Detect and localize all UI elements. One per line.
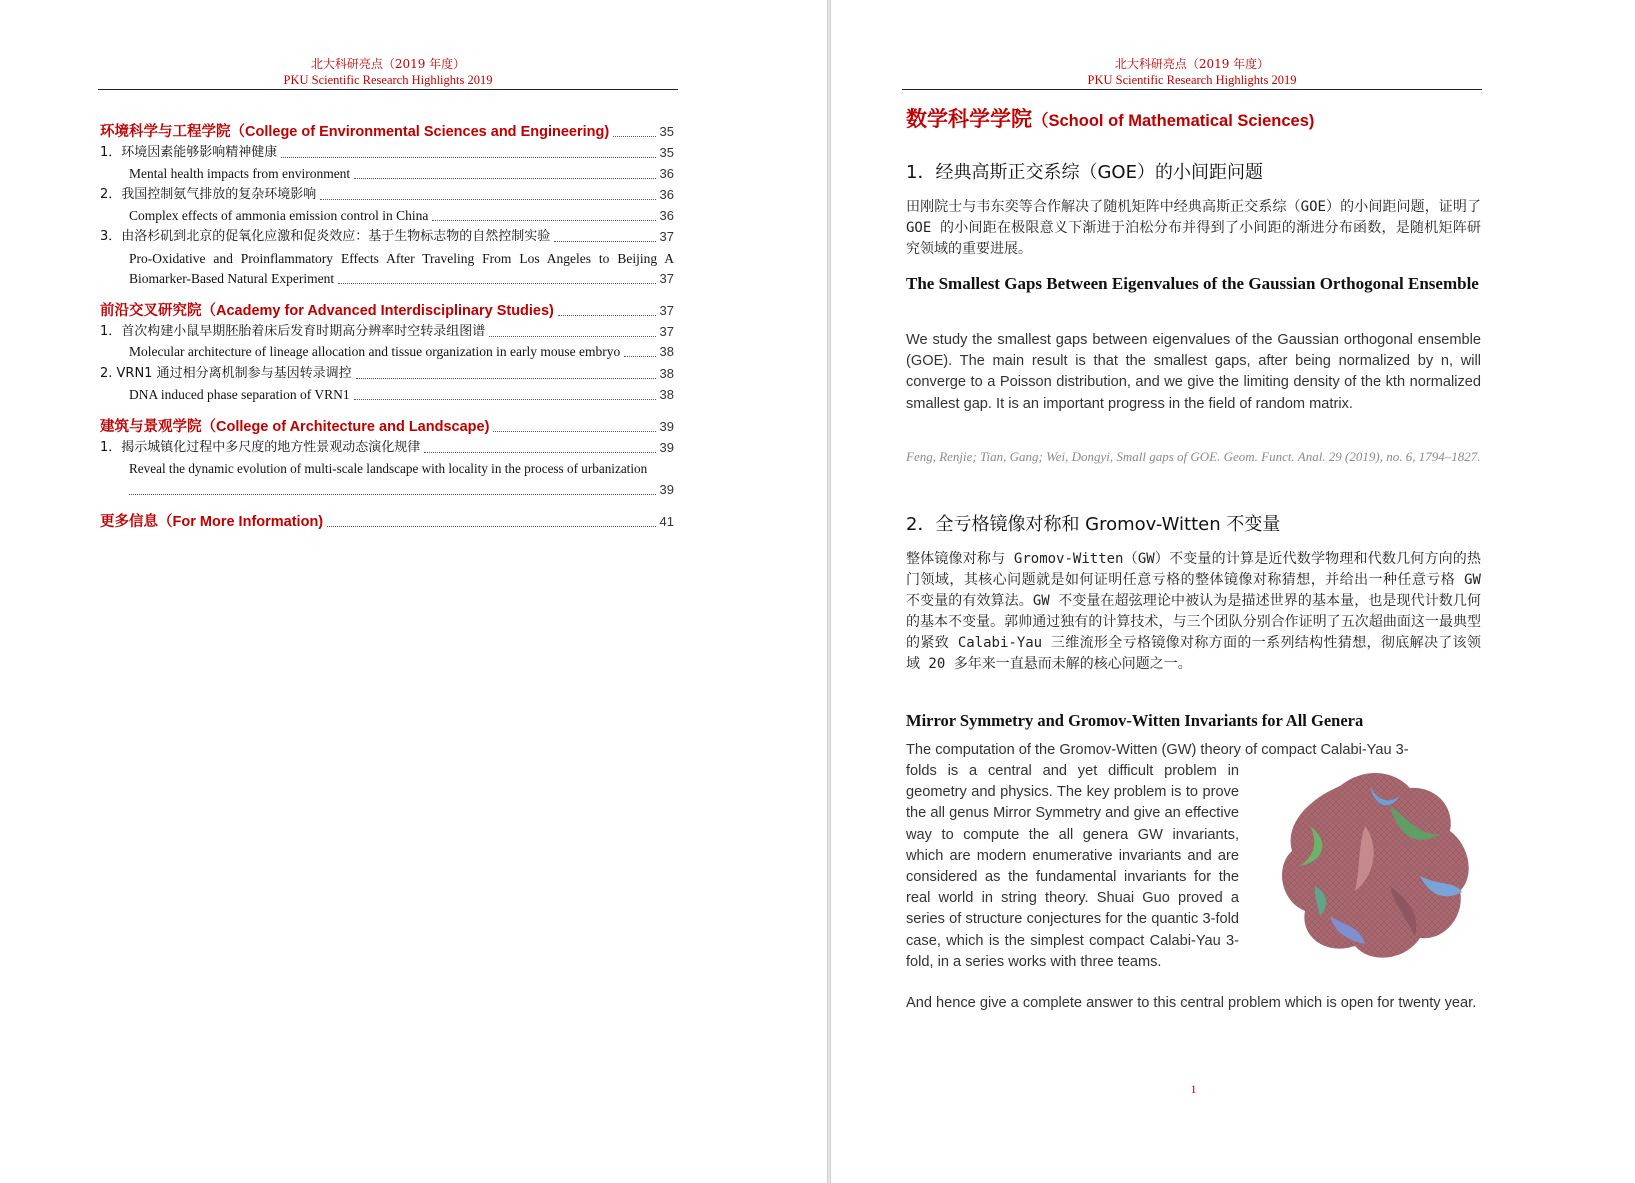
toc-page-number: 37: [659, 303, 674, 318]
header-title-en: PKU Scientific Research Highlights 2019: [283, 73, 493, 87]
toc-leader: [624, 356, 655, 357]
toc-page-number: 35: [659, 145, 674, 160]
toc-leader: [327, 526, 655, 527]
toc-entry[interactable]: [100, 365, 674, 383]
toc-entry[interactable]: [100, 228, 674, 246]
section-1-en-title: The Smallest Gaps Between Eigenvalues of the Gaussian Orthogonal Ensemble: [906, 274, 1479, 293]
toc-entry[interactable]: [100, 144, 674, 162]
section-1-zh-body: 田刚院士与韦东奕等合作解决了随机矩阵中经典高斯正交系综（GOE）的小间距问题，证明了 GOE 的小间距在极限意义下渐进于泊松分布并得到了小间距的渐进分布函数，是随机矩阵研究领域的重要进展。: [906, 199, 1481, 257]
toc-leader: [432, 220, 655, 221]
header-title-en: PKU Scientific Research Highlights 2019: [1087, 73, 1297, 87]
toc-section-title: 更多信息（For More Information): [100, 514, 324, 530]
toc-entry[interactable]: [129, 207, 674, 225]
toc-section-title: 建筑与景观学院（College of Architecture and Landscape): [100, 419, 490, 435]
toc-leader: [354, 178, 655, 179]
section-2-en-line: The computation of the Gromov-Witten (GW) theory of compact Calabi-Yau 3-: [906, 742, 1409, 758]
toc-leader: [338, 283, 655, 284]
toc-entry-line[interactable]: Pro-Oxidative and Proinflammatory Effects After Traveling From Los Angeles to Beijing A: [129, 251, 674, 266]
toc-entry-title: 1．揭示城镇化过程中多尺度的地方性景观动态演化规律: [100, 440, 421, 455]
toc-section-title: 环境科学与工程学院（College of Environmental Sciences and Engineering): [100, 124, 610, 140]
toc-leader: [489, 336, 655, 337]
school-title-zh: 数学科学学院: [906, 107, 1032, 131]
toc-section-more-info[interactable]: [100, 513, 674, 531]
toc-section-environment[interactable]: [100, 123, 674, 141]
toc-entry-line[interactable]: Reveal the dynamic evolution of multi-scale landscape with locality in the process of urbanization: [129, 461, 648, 476]
section-1-en-body: We study the smallest gaps between eigenvalues of the Gaussian orthogonal ensemble (GOE). The main result is that the smallest gaps, after being normalized by n, will converge to a Poisson distribution, and we give the limiting density of the kth normalized smallest gap. It is an important progress in the field of random matrix.: [906, 332, 1481, 412]
toc-section-title: 前沿交叉研究院（Academy for Advanced Interdisciplinary Studies): [100, 303, 554, 319]
toc-page-number: 36: [659, 166, 674, 181]
header-title-zh: 北大科研亮点（2019 年度）: [310, 57, 466, 71]
section-2-en-wrap: folds is a central and yet difficult problem in geometry and physics. The key problem is to prove the all genus Mirror Symmetry and give an effective way to compute the all genera GW invariants, which are modern enumerative invariants and are considered as the fundamental invariants for the real world in string theory. Shuai Guo proved a series of structure conjectures for the quantic 3-fold case, which is the simplest compact Calabi-Yau 3-fold, in a series works with three teams.: [906, 763, 1239, 970]
toc-page-number: 37: [659, 229, 674, 244]
toc-entry[interactable]: [100, 323, 674, 341]
toc-entry[interactable]: [100, 186, 674, 204]
section-heading-2: 2．全亏格镜像对称和 Gromov-Witten 不变量: [906, 514, 1281, 535]
toc-entry-title: Biomarker-Based Natural Experiment: [129, 271, 335, 286]
toc-section-architecture[interactable]: [100, 418, 674, 436]
toc-entry[interactable]: [129, 270, 674, 288]
toc-page-number: 37: [659, 271, 674, 286]
toc-entry-title: DNA induced phase separation of VRN1: [129, 387, 350, 402]
toc-entry[interactable]: [129, 165, 674, 183]
toc-entry[interactable]: [129, 343, 674, 361]
toc-leader: [613, 136, 655, 137]
toc-entry[interactable]: [129, 386, 674, 404]
toc-page-number: 38: [659, 366, 674, 381]
toc-page-number: 41: [659, 514, 674, 529]
toc-entry-title: 2．我国控制氨气排放的复杂环境影响: [100, 187, 317, 202]
calabi-yau-figure: [1270, 766, 1477, 966]
header-rule: [98, 89, 678, 90]
toc-entry-title: 1．首次构建小鼠早期胚胎着床后发育时期高分辨率时空转录组图谱: [100, 324, 486, 339]
toc-page-number: 36: [659, 208, 674, 223]
toc-page-number: 39: [659, 419, 674, 434]
toc-leader: [356, 378, 656, 379]
toc-page-number: 39: [659, 440, 674, 455]
toc-entry[interactable]: [129, 481, 674, 499]
toc-entry-title: 1．环境因素能够影响精神健康: [100, 145, 278, 160]
manifold-surface: [1282, 773, 1469, 958]
section-2-zh-body: 整体镜像对称与 Gromov-Witten（GW）不变量的计算是近代数学物理和代数几何方向的热门领域，其核心问题就是如何证明任意亏格的整体镜像对称猜想，并给出一种任意亏格 GW 不变量的有效算法。GW 不变量在超弦理论中被认为是描述世界的基本量，也是现代计数几何的基本不变量。郭帅通过独有的计算技术，与三个团队分别合作证明了五次超曲面这一最典型的紧致 Calabi-Yau 三维流形全亏格镜像对称方面的一系列结构性猜想，彻底解决了该领域 20 多年来一直悬而未解的核心问题之一。: [906, 551, 1481, 672]
toc-entry-title: Complex effects of ammonia emission control in China: [129, 208, 429, 223]
header-rule: [902, 89, 1482, 90]
toc-leader: [354, 399, 656, 400]
toc-leader: [424, 452, 655, 453]
section-2-en-title: Mirror Symmetry and Gromov-Witten Invariants for All Genera: [906, 711, 1364, 730]
toc-entry-title: 2. VRN1 通过相分离机制参与基因转录调控: [100, 366, 352, 381]
toc-leader: [320, 199, 655, 200]
toc-page-number: 38: [659, 344, 674, 359]
toc-page-number: 36: [659, 187, 674, 202]
toc-leader: [558, 315, 656, 316]
toc-leader: [129, 494, 656, 495]
school-title-en: （School of Mathematical Sciences): [1032, 112, 1315, 130]
page-number: 1: [1190, 1082, 1197, 1096]
toc-page-number: 35: [659, 124, 674, 139]
toc-leader: [281, 157, 655, 158]
toc-entry-title: Molecular architecture of lineage allocation and tissue organization in early mouse embryo: [129, 344, 621, 359]
page-header: [902, 56, 1482, 88]
toc-entry-title: Mental health impacts from environment: [129, 166, 351, 181]
toc-page-number: 38: [659, 387, 674, 402]
header-title-zh: 北大科研亮点（2019 年度）: [1114, 57, 1270, 71]
toc-leader: [554, 241, 655, 242]
school-title: [906, 103, 1314, 133]
toc-leader: [493, 431, 655, 432]
section-2-en-tail: And hence give a complete answer to this central problem which is open for twenty year.: [906, 995, 1477, 1011]
section-1-citation: Feng, Renjie; Tian, Gang; Wei, Dongyi, Small gaps of GOE. Geom. Funct. Anal. 29 (2019), no. 6, 1794–1827.: [906, 449, 1481, 464]
page-header: [98, 56, 678, 88]
toc-section-interdisciplinary[interactable]: [100, 302, 674, 320]
toc-page-number: 37: [659, 324, 674, 339]
article-page: [831, 0, 1635, 1183]
toc-entry-title: 3．由洛杉矶到北京的促氧化应激和促炎效应：基于生物标志物的自然控制实验: [100, 229, 551, 244]
section-heading-1: 1．经典高斯正交系综（GOE）的小间距问题: [906, 162, 1263, 183]
toc-entry[interactable]: [100, 439, 674, 457]
toc-page-number: 39: [659, 482, 674, 497]
